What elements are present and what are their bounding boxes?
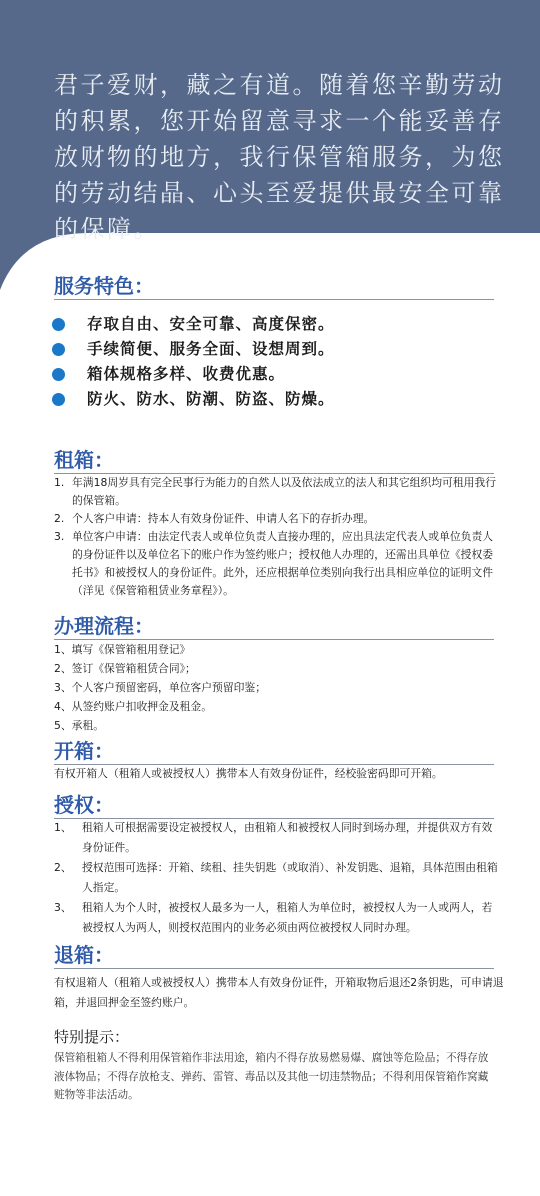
features-list: [52, 312, 335, 412]
list-item: 1、填写《保管箱租用登记》: [54, 643, 191, 656]
list-item: 5、承租。: [54, 719, 105, 732]
process-title: 办理流程：: [54, 614, 494, 640]
list-item: 1. 年满18周岁具有完全民事行为能力的自然人以及依法成立的法人和其它组织均可租用我行的保管箱。: [54, 476, 497, 507]
feature-item: 箱体规格多样、收费优惠。: [52, 362, 335, 387]
return-text: 有权退箱人（租箱人或被授权人）携带本人有效身份证件，开箱取物后退还2条钥匙，可申请退箱，并退回押金至签约账户。: [54, 976, 504, 1009]
return-title: 退箱：: [54, 943, 494, 969]
open-title: 开箱：: [54, 739, 494, 765]
list-item: 2、签订《保管箱租赁合同》；: [54, 662, 196, 675]
notice-text: 保管箱租箱人不得利用保管箱作非法用途，箱内不得存放易燃易爆、腐蚀等危险品；不得存放液体物品；不得存放枪支、弹药、雷管、毒品以及其他一切违禁物品；不得利用保管箱作窝藏赃物等非法活动。: [54, 1052, 489, 1101]
rent-list: [54, 474, 502, 600]
auth-list: [54, 818, 502, 938]
list-item: 2、 授权范围可选择：开箱、续租、挂失钥匙（或取消）、补发钥匙、退箱，具体范围由租箱人指定。: [54, 861, 498, 894]
bullet-icon: [52, 393, 65, 406]
process-list: [54, 640, 502, 735]
list-item: 3、 租箱人为个人时，被授权人最多为一人，租箱人为单位时，被授权人为一人或两人，若被授权人为两人，则授权范围内的业务必须由两位被授权人同时办理。: [54, 901, 493, 934]
list-item: 1、 租箱人可根据需要设定被授权人，由租箱人和被授权人同时到场办理，并提供双方有效身份证件。: [54, 821, 493, 854]
bullet-icon: [52, 343, 65, 356]
hero-banner: [0, 0, 540, 290]
list-item: 3、个人客户预留密码，单位客户预留印鉴；: [54, 681, 267, 694]
open-text: 有权开箱人（租箱人或被授权人）携带本人有效身份证件，经校验密码即可开箱。: [54, 767, 443, 780]
feature-item: 防火、防水、防潮、防盗、防燥。: [52, 387, 335, 412]
bullet-icon: [52, 368, 65, 381]
bullet-icon: [52, 318, 65, 331]
feature-item: 手续简便、服务全面、设想周到。: [52, 337, 335, 362]
auth-title: 授权：: [54, 793, 494, 819]
feature-item: 存取自由、安全可靠、高度保密。: [52, 312, 335, 337]
rent-title: 租箱：: [54, 448, 494, 474]
list-item: 3. 单位客户申请：由法定代表人或单位负责人直接办理的，应出具法定代表人或单位负责人的身份证件以及单位名下的账户作为签约账户；授权他人办理的，还需出具单位《授权委托书》和被授权人的身份证件。此外，还应根据单位类别向我行出具相应单位的证明文件（洋见《保管箱租赁业务章程》）。: [54, 530, 494, 597]
list-item: 2. 个人客户申请：持本人有效身份证件、申请人名下的存折办理。: [54, 512, 375, 525]
features-title: 服务特色：: [54, 274, 494, 300]
list-item: 4、从签约账户扣收押金及租金。: [54, 700, 213, 713]
intro-text: 君子爱财，藏之有道。随着您辛勤劳动的积累，您开始留意寻求一个能妥善存放财物的地方，我行保管箱服务，为您的劳动结晶、心头至爱提供最安全可靠的保障。: [54, 71, 505, 243]
notice-title: 特别提示：: [54, 1028, 130, 1046]
